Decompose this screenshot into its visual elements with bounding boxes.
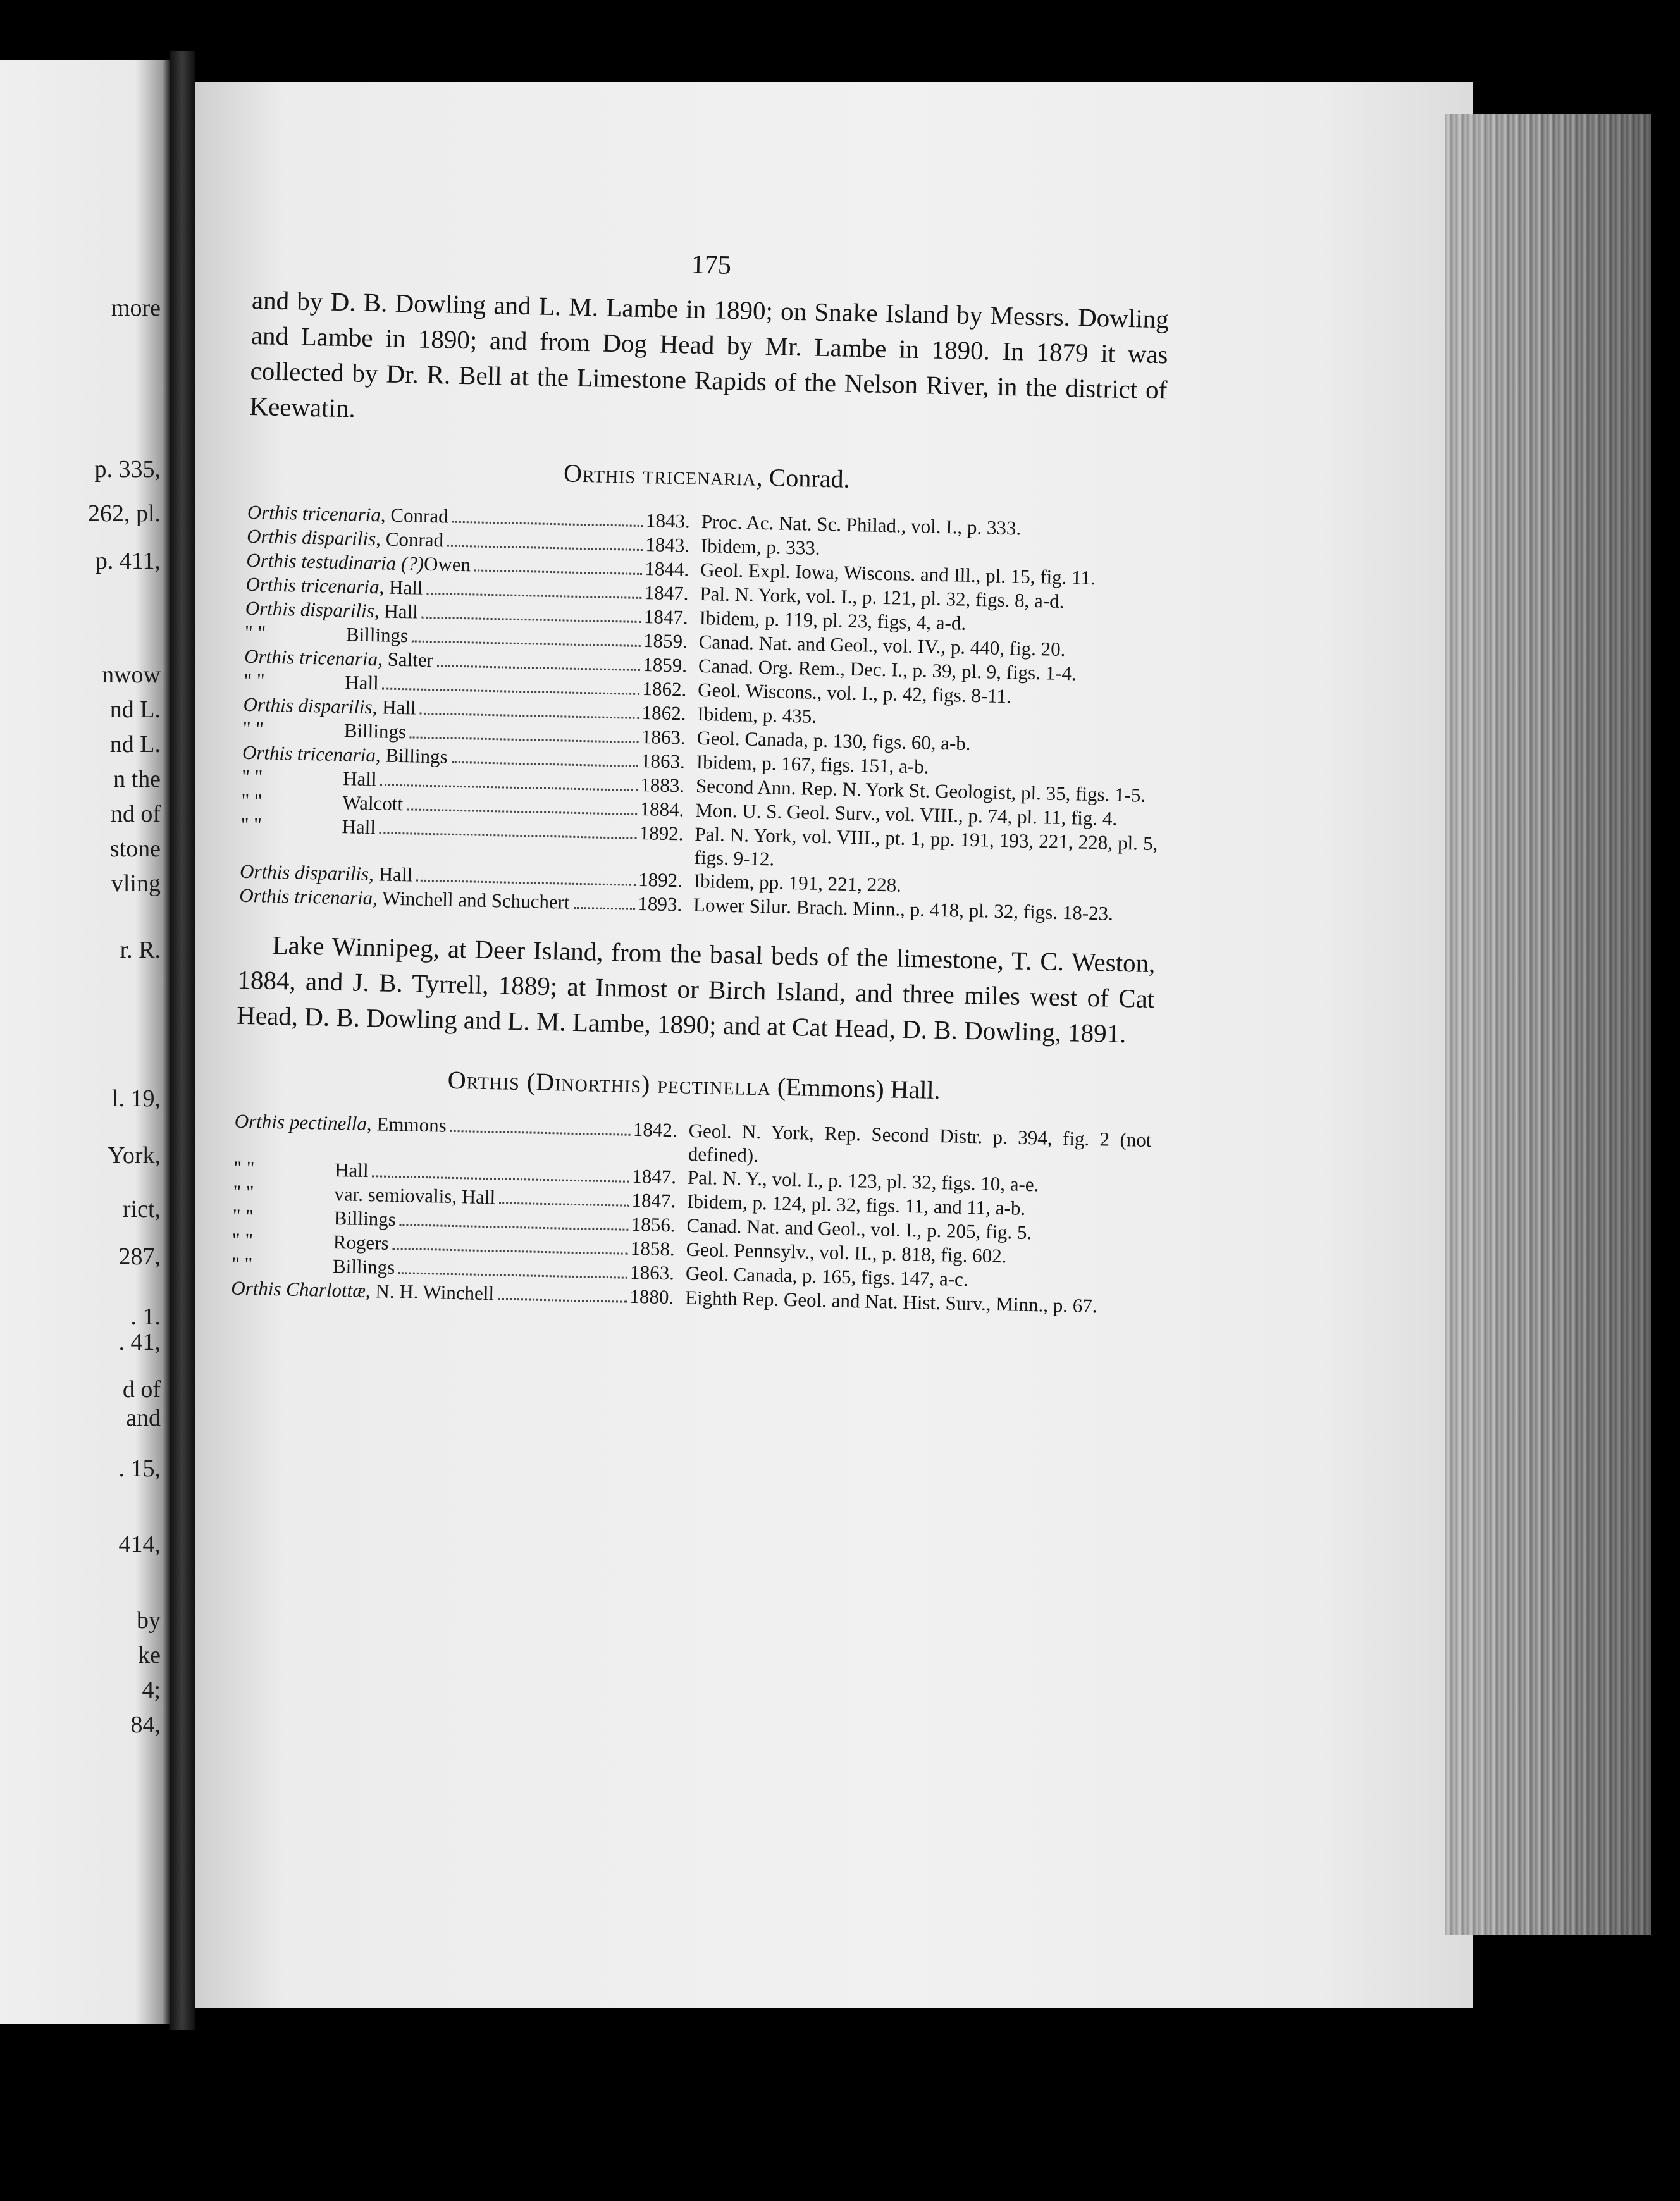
left-page-fragment: l. 19, — [111, 1085, 161, 1112]
publication-year: 1847. — [643, 605, 689, 629]
publication-year: 1863. — [629, 1261, 675, 1285]
leader-dots — [400, 1224, 629, 1231]
leader-dots — [573, 907, 635, 910]
leader-dots — [437, 665, 640, 671]
left-page-fragment: r. R. — [120, 937, 161, 963]
taxon-name: " " — [233, 1156, 255, 1180]
taxon-name: Orthis pectinella — [234, 1109, 368, 1135]
bibliographic-reference: Canad. Nat. and Geol., vol. I., p. 205, fig. 5. — [686, 1214, 1032, 1244]
publication-year: 1847. — [632, 1164, 677, 1188]
taxon-author: , Emmons — [366, 1113, 447, 1137]
taxon-name: " " — [240, 813, 262, 836]
taxon-name: " " — [241, 789, 262, 812]
bibliographic-reference: Ibidem, pp. 191, 221, 228. — [693, 869, 902, 896]
heading-genus: Orthis tricenaria — [563, 459, 757, 491]
bibliographic-reference: Mon. U. S. Geol. Surv., vol. VIII., p. 74, pl. 11, fig. 4. — [695, 798, 1118, 830]
taxon-name: " " — [231, 1252, 253, 1276]
taxon-name: Orthis testudinaria (?) — [246, 548, 424, 575]
taxon-author: Walcott — [342, 791, 404, 815]
taxon-name: " " — [242, 717, 264, 740]
publication-year: 1847. — [631, 1188, 676, 1212]
taxon-author: Owen — [423, 552, 471, 576]
heading-author: , Conrad. — [756, 462, 850, 493]
bibliographic-reference: Proc. Ac. Nat. Sc. Philad., vol. I., p. 333. — [701, 510, 1022, 539]
taxon-name: Orthis Charlottæ — [230, 1276, 366, 1302]
left-page-fragment: 262, pl. — [87, 500, 161, 527]
taxon-name: Orthis tricenaria — [245, 572, 380, 598]
left-page-fragment: . 1. — [130, 1304, 161, 1330]
left-page-fragment: 84, — [130, 1711, 161, 1738]
taxon-author: Billings — [345, 623, 409, 647]
left-page-fragment: 414, — [118, 1531, 161, 1558]
left-page-fragment: nd L. — [109, 731, 161, 758]
page-edges-shade — [1445, 114, 1651, 1935]
publication-year: 1843. — [645, 533, 690, 557]
bibliographic-reference: Canad. Nat. and Geol., vol. IV., p. 440, fig. 20. — [698, 630, 1066, 661]
taxon-author: , Winchell and Schuchert — [372, 887, 571, 913]
section-heading-orthis-pectinella — [235, 1061, 1153, 1109]
leader-dots — [407, 808, 638, 815]
intro-paragraph: and by D. B. Dowling and L. M. Lambe in 1890; on Snake Island by Messrs. Dowling and Lambe in 1890; and from Dog Head by Mr. Lambe in 1890. In 1879 it was collected by Dr. R. Bell at the Limestone Rapids of the Nelson River, in the district of Keewatin. — [249, 285, 1170, 423]
bibliographic-reference: Geol. N. York, Rep. Second Distr. p. 394, fig. 2 (not defined). — [688, 1119, 1152, 1167]
leader-dots — [372, 1175, 629, 1183]
taxon-author: , Hall — [372, 696, 416, 719]
publication-year: 1856. — [631, 1212, 676, 1236]
publication-year: 1862. — [641, 701, 686, 725]
bibliographic-reference: Pal. N. Y., vol. I., p. 123, pl. 32, figs. 10, a-e. — [687, 1166, 1039, 1196]
publication-year: 1863. — [640, 749, 686, 773]
leader-dots — [419, 713, 639, 719]
synonymy-list-pectinella — [231, 1109, 1152, 1319]
left-page-fragment: d of — [122, 1376, 161, 1403]
bibliographic-reference: Ibidem, p. 333. — [700, 534, 820, 559]
publication-year: 1862. — [642, 677, 687, 701]
taxon-name: Orthis tricenaria — [247, 500, 381, 526]
taxon-name: " " — [233, 1180, 254, 1204]
left-page-fragment: . 41, — [118, 1329, 161, 1355]
left-page-fragment: n the — [113, 766, 161, 792]
publication-year: 1843. — [645, 509, 691, 533]
bibliographic-reference: Pal. N. York, vol. I., p. 121, pl. 32, figs. 8, a-d. — [700, 582, 1065, 612]
taxon-author: , Salter — [377, 648, 434, 672]
taxon-author: , Hall — [374, 600, 419, 623]
leader-dots — [392, 1248, 627, 1255]
leader-dots — [410, 736, 639, 743]
taxon-author: var. semiovalis, Hall — [334, 1183, 496, 1209]
bibliographic-reference: Ibidem, p. 119, pl. 23, figs, 4, a-d. — [699, 606, 967, 634]
publication-year: 1842. — [633, 1118, 678, 1142]
bibliographic-reference: Eighth Rep. Geol. and Nat. Hist. Surv., Minn., p. 67. — [684, 1286, 1097, 1317]
page-content — [230, 240, 1170, 1338]
taxon-author: Billings — [332, 1254, 395, 1279]
publication-year: 1844. — [645, 557, 689, 581]
leader-dots — [383, 687, 640, 695]
publication-year: 1884. — [639, 798, 684, 821]
taxon-name: Orthis tricenaria — [242, 741, 376, 767]
left-page-fragment: and — [126, 1405, 161, 1431]
taxon-name: Orthis tricenaria — [244, 644, 378, 670]
publication-year: 1847. — [644, 581, 689, 605]
leader-dots — [422, 617, 641, 623]
bibliographic-reference: Geol. Expl. Iowa, Wiscons. and Ill., pl. 15, fig. 11. — [700, 558, 1096, 589]
leader-dots — [380, 832, 637, 839]
publication-year: 1863. — [641, 725, 686, 749]
bibliographic-reference: Lower Silur. Brach. Minn., p. 418, pl. 32, figs. 18-23. — [693, 893, 1114, 925]
leader-dots — [416, 880, 636, 886]
taxon-author: , Conrad — [375, 527, 444, 552]
bibliographic-reference: Canad. Org. Rem., Dec. I., p. 39, pl. 9, figs. 1-4. — [698, 654, 1077, 685]
left-page-fragment: 287, — [118, 1243, 161, 1270]
leader-dots — [426, 593, 641, 599]
leader-dots — [412, 640, 641, 647]
bibliographic-reference: Ibidem, p. 435. — [697, 702, 817, 727]
heading-genus: Orthis (Dinorthis) pectinella — [447, 1065, 772, 1101]
taxon-name: Orthis disparilis — [243, 693, 373, 718]
taxon-author: Rogers — [333, 1231, 390, 1254]
left-page-fragment: 4; — [142, 1677, 161, 1703]
bibliographic-reference: Pal. N. York, vol. VIII., pt. 1, pp. 191, 193, 221, 228, pl. 5, figs. 9-12. — [694, 822, 1158, 870]
taxon-author: , Conrad — [380, 503, 449, 527]
publication-year: 1893. — [638, 892, 682, 916]
taxon-author: Hall — [342, 767, 377, 791]
left-page-fragment: more — [111, 295, 161, 321]
publication-year: 1859. — [642, 653, 688, 677]
book-gutter — [170, 51, 195, 2030]
taxon-name: Orthis disparilis — [245, 596, 375, 622]
publication-year: 1859. — [643, 629, 688, 653]
bibliographic-reference: Geol. Canada, p. 165, figs. 147, a-c. — [685, 1262, 969, 1291]
publication-year: 1892. — [639, 822, 684, 845]
leader-dots — [452, 521, 643, 527]
left-page-fragment: York, — [108, 1142, 161, 1169]
leader-dots — [447, 545, 643, 551]
taxon-author: Hall — [342, 815, 376, 839]
bibliographic-reference: Ibidem, p. 124, pl. 32, figs. 11, and 11, a-b. — [686, 1190, 1026, 1219]
taxon-author: Billings — [333, 1207, 397, 1231]
left-page-fragment: vling — [111, 870, 161, 897]
taxon-name: " " — [244, 669, 265, 692]
left-page-fragment: nd of — [110, 801, 161, 827]
taxon-name: " " — [232, 1228, 254, 1252]
page-number: 175 — [691, 250, 732, 280]
bibliographic-reference: Ibidem, p. 167, figs. 151, a-b. — [696, 750, 929, 778]
taxon-author: , N. H. Winchell — [365, 1279, 495, 1305]
left-page-fragment: by — [137, 1607, 161, 1634]
leader-dots — [398, 1272, 627, 1279]
taxon-name: " " — [232, 1204, 254, 1228]
taxon-name: " " — [241, 765, 263, 788]
taxon-author: , Hall — [379, 576, 423, 599]
left-page-fragment: p. 411, — [95, 548, 161, 574]
taxon-author: , Hall — [368, 863, 413, 886]
leader-dots — [380, 784, 638, 791]
section-heading-orthis-tricenaria — [248, 452, 1166, 500]
synonymy-list-tricenaria — [239, 500, 1164, 927]
leader-dots — [450, 1130, 631, 1136]
leader-dots — [499, 1202, 629, 1206]
left-page-fragment: p. 335, — [94, 456, 161, 483]
publication-year: 1880. — [629, 1285, 674, 1309]
left-page-fragment: . 15, — [118, 1455, 161, 1482]
taxon-author: Billings — [343, 719, 407, 743]
left-page-fragment: ke — [138, 1642, 161, 1668]
taxon-author: Hall — [334, 1159, 369, 1182]
bibliographic-reference: Geol. Wiscons., vol. I., p. 42, figs. 8-11. — [697, 678, 1012, 708]
bibliographic-reference: Geol. Canada, p. 130, figs. 60, a-b. — [696, 726, 972, 755]
left-page-fragment: nd L. — [109, 696, 161, 723]
left-page-fragment: nwow — [102, 662, 161, 688]
taxon-name: Orthis disparilis — [246, 524, 376, 550]
leader-dots — [498, 1298, 627, 1302]
left-page — [0, 60, 170, 2024]
taxon-author: Hall — [345, 671, 380, 694]
bibliographic-reference: Geol. Pennsylv., vol. II., p. 818, fig. 602. — [686, 1238, 1007, 1267]
left-page-fragment: stone — [109, 835, 161, 862]
taxon-author: , Billings — [375, 744, 448, 768]
publication-year: 1883. — [639, 774, 685, 797]
bibliographic-reference: Second Ann. Rep. N. York St. Geologist, pl. 35, figs. 1-5. — [695, 774, 1146, 806]
publication-year: 1892. — [638, 868, 683, 892]
taxon-name: " " — [244, 620, 266, 644]
taxon-name: Orthis disparilis — [239, 860, 369, 885]
left-page-fragment: rict, — [122, 1196, 161, 1223]
heading-author: (Emmons) Hall. — [770, 1072, 941, 1105]
leader-dots — [451, 761, 638, 767]
publication-year: 1858. — [630, 1236, 676, 1261]
taxon-name: Orthis tricenaria — [238, 884, 373, 909]
locality-paragraph: Lake Winnipeg, at Deer Island, from the basal beds of the limestone, T. C. Weston, 1884, and J. B. Tyrrell, 1889; at Inmost or Birch Island, and three miles west of Cat Head, D. B. Dowling and L. M. Lambe, 1890; and at Cat Head, D. B. Dowling, 1891. — [236, 930, 1156, 1049]
leader-dots — [474, 569, 642, 575]
